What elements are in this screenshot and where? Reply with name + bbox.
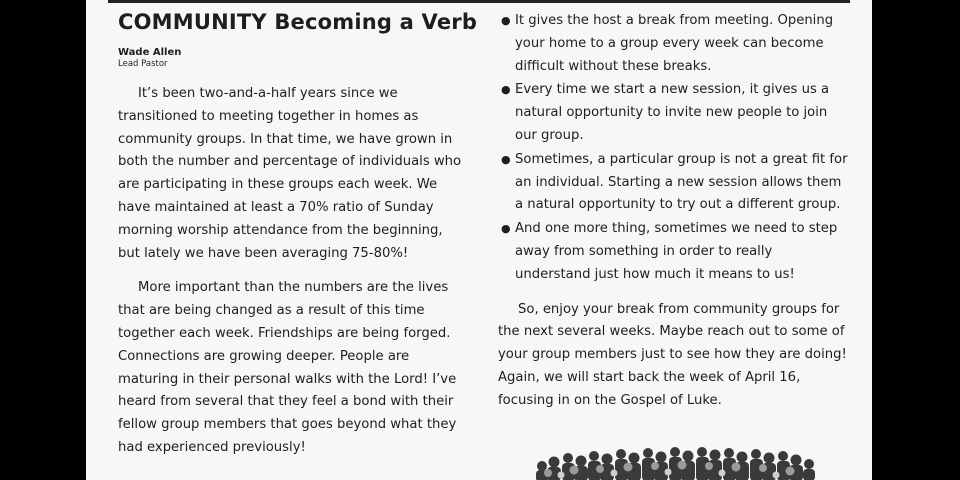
- paragraph: More important than the numbers are the lives that are being changed as a result of this time together each week. Friendships are being forged. Connections are growing deeper. People are maturing in their personal walks with the Lord! I’ve heard from several that they feel a bond with their fellow group members that goes beyond what they had experienced previously!: [118, 280, 457, 455]
- author-role: Lead Pastor: [118, 59, 168, 69]
- bullet-dot-icon: ●: [501, 14, 511, 27]
- bullet-dot-icon: ●: [501, 222, 511, 236]
- author-name: Wade Allen: [118, 47, 182, 58]
- top-rule: [108, 0, 850, 3]
- list-item: ● Every time we start a new session, it gives us a natural opportunity to invite new people to join our group.: [498, 79, 848, 147]
- list-item: ● Sometimes, a particular group is not a great fit for an individual. Starting a new session allows them a natural opportunity to try out a different group.: [498, 149, 848, 217]
- bullet-dot-icon: ●: [501, 152, 511, 166]
- reasons-list: [498, 10, 848, 287]
- closing-paragraph: So, enjoy your break from community groups for the next several weeks. Maybe reach out to some of your group members just to see how they are doing! Again, we will start back the week of April 16, focusing in on the Gospel of Luke.: [498, 301, 847, 408]
- left-column: [118, 10, 478, 472]
- crowd-photo: [534, 440, 816, 480]
- right-column: [498, 10, 848, 413]
- list-item: ● And one more thing, sometimes we need to step away from something in order to really understand just how much it means to us!: [498, 218, 848, 286]
- bullet-dot-icon: ●: [501, 83, 511, 97]
- list-item: ● It gives the host a break from meeting. Opening your home to a group every week can become difficult without these breaks.: [498, 10, 848, 78]
- paragraph: It’s been two-and-a-half years since we transitioned to meeting together in homes as community groups. In that time, we have grown in both the number and percentage of individuals who are participating in these groups each week. We have maintained at least a 70% ratio of Sunday morning worship attendance from the beginning, but lately we have been averaging 75-80%!: [118, 86, 462, 261]
- newsletter-page: [86, 0, 872, 480]
- article-title: COMMUNITY Becoming a Verb: [118, 10, 478, 34]
